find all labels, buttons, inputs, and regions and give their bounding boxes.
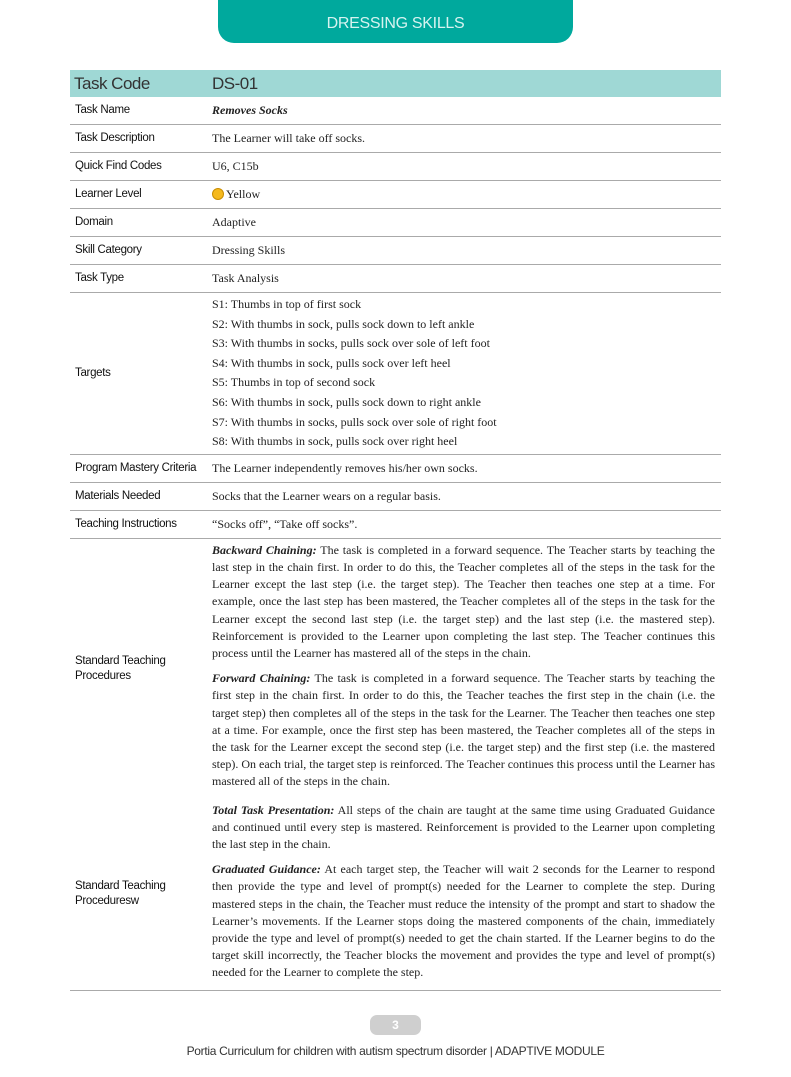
row-label: Materials Needed bbox=[75, 489, 161, 502]
row-label: Standard Teaching Proceduresw bbox=[75, 880, 166, 908]
row-label: Program Mastery Criteria bbox=[75, 461, 197, 474]
row-domain bbox=[70, 209, 721, 237]
row-materials bbox=[70, 483, 721, 511]
procedure-title: Total Task Presentation: bbox=[212, 802, 335, 817]
target-step: S4: With thumbs in sock, pulls sock over left heel bbox=[212, 355, 451, 370]
yellow-level-dot-icon bbox=[212, 188, 224, 200]
procedure-body: At each target step, the Teacher will wait 2 seconds for the Learner to respond then provide the type and level of prompt(s) needed for the Learner to complete the step. During mastered steps in the chain, the Teacher must reduce the intensity of the prompt and start to shadow the Learner’s movements. If the Learner stops doing the mastered components of the chain, immediately provide the type and level of prompt(s) needed to get the chain started. If the Learner begins to do the target skill incorrectly, the Teacher blocks the movement and provides the type and level of prompt(s) needed for the Learner to complete the step. bbox=[212, 862, 715, 980]
target-step: S3: With thumbs in socks, pulls sock over sole of left foot bbox=[212, 336, 490, 351]
task-code-row bbox=[70, 70, 721, 97]
target-step: S1: Thumbs in top of first sock bbox=[212, 297, 362, 311]
task-table bbox=[70, 70, 721, 991]
row-value: The Learner independently removes his/her own socks. bbox=[212, 460, 478, 475]
row-label: Domain bbox=[75, 216, 113, 228]
procedure-body: All steps of the chain are taught at the same time using Graduated Guidance and continued until every step is mastered. Reinforcement is provided to the Learner upon completing the last step in the chain. bbox=[212, 802, 716, 851]
task-code-label: Task Code bbox=[74, 73, 150, 93]
row-task-type bbox=[70, 265, 721, 293]
row-label: Targets bbox=[75, 366, 111, 379]
procedure-title: Forward Chaining: bbox=[212, 671, 311, 686]
row-task-name bbox=[70, 97, 721, 125]
row-label: Quick Find Codes bbox=[75, 160, 162, 172]
row-label: Teaching Instructions bbox=[75, 517, 177, 530]
target-step: S7: With thumbs in socks, pulls sock over sole of right foot bbox=[212, 414, 497, 429]
procedure-body: The task is completed in a forward sequence. The Teacher starts by teaching the last step in the chain first. In order to do this, the Teacher completes all of the steps in the task for the Learner except the last step (i.e. the target step). The Teacher then teaches one step at a time. For example, once the last step has been mastered, the Teacher completes all of the steps in the task for the Learner except the second last step (i.e. the target step) and the last step (i.e. the mastered step). Reinforcement is provided to the Learner upon completing the last step. The Teacher continues this process until the Learner has mastered all of the steps in the chain. bbox=[212, 542, 715, 660]
section-title: DRESSING SKILLS bbox=[326, 15, 465, 32]
row-label: Task Description bbox=[75, 132, 155, 144]
row-label: Standard Teaching Procedures bbox=[75, 654, 166, 682]
row-label: Task Type bbox=[75, 272, 124, 284]
row-value: Task Analysis bbox=[212, 270, 279, 285]
section-tab bbox=[218, 0, 573, 43]
procedure-paragraph bbox=[212, 542, 715, 662]
row-value: Socks that the Learner wears on a regular basis. bbox=[212, 488, 441, 503]
row-value: Dressing Skills bbox=[212, 242, 286, 257]
row-value: Adaptive bbox=[212, 214, 256, 229]
procedures-text bbox=[212, 539, 721, 799]
row-standard-procedures-2 bbox=[70, 799, 721, 991]
footer bbox=[0, 991, 791, 1077]
row-task-description bbox=[70, 125, 721, 153]
target-step: S5: Thumbs in top of second sock bbox=[212, 375, 376, 390]
row-teaching-instructions bbox=[70, 511, 721, 539]
targets-list bbox=[212, 293, 721, 454]
procedures-text bbox=[212, 799, 721, 990]
row-quick-find-codes bbox=[70, 153, 721, 181]
procedure-paragraph bbox=[212, 802, 715, 854]
row-value: “Socks off”, “Take off socks”. bbox=[212, 516, 358, 531]
row-label: Task Name bbox=[75, 104, 130, 116]
target-step: S8: With thumbs in sock, pulls sock over right heel bbox=[212, 434, 458, 449]
row-learner-level bbox=[70, 181, 721, 209]
row-targets bbox=[70, 293, 721, 455]
target-step: S6: With thumbs in sock, pulls sock down to right ankle bbox=[212, 394, 481, 409]
row-label: Skill Category bbox=[75, 244, 142, 256]
row-mastery-criteria bbox=[70, 455, 721, 483]
row-value: Yellow bbox=[226, 186, 261, 201]
procedure-paragraph bbox=[212, 670, 715, 790]
procedure-title: Graduated Guidance: bbox=[212, 862, 321, 877]
row-value: U6, C15b bbox=[212, 158, 259, 173]
task-code-value: DS-01 bbox=[212, 73, 258, 93]
row-standard-procedures bbox=[70, 539, 721, 799]
target-step: S2: With thumbs in sock, pulls sock down to left ankle bbox=[212, 316, 475, 331]
row-skill-category bbox=[70, 237, 721, 265]
footer-text: Portia Curriculum for children with autism spectrum disorder | ADAPTIVE MODULE bbox=[186, 1043, 605, 1058]
procedure-title: Backward Chaining: bbox=[212, 542, 317, 557]
page-number: 3 bbox=[370, 1015, 421, 1035]
row-label: Learner Level bbox=[75, 188, 142, 200]
row-value: The Learner will take off socks. bbox=[212, 130, 366, 145]
procedure-body: The task is completed in a forward sequence. The Teacher starts by teaching the first step in the chain first. In order to do this, the Teacher teaches the first step in the chain (i.e. the target step) then completes all of the steps in the task for the Learner. The Teacher then teaches one step at a time. For example, once the first step has been mastered, the Teacher completes all of the steps in the task for the Learner except the second step (i.e. the target step) and the first step (i.e. the mastered step). On each trial, the target step is reinforced. The Teacher continues this process until the Learner has mastered all of the steps in the chain. bbox=[212, 671, 715, 789]
row-value: Removes Socks bbox=[212, 102, 288, 117]
procedure-paragraph bbox=[212, 861, 715, 981]
